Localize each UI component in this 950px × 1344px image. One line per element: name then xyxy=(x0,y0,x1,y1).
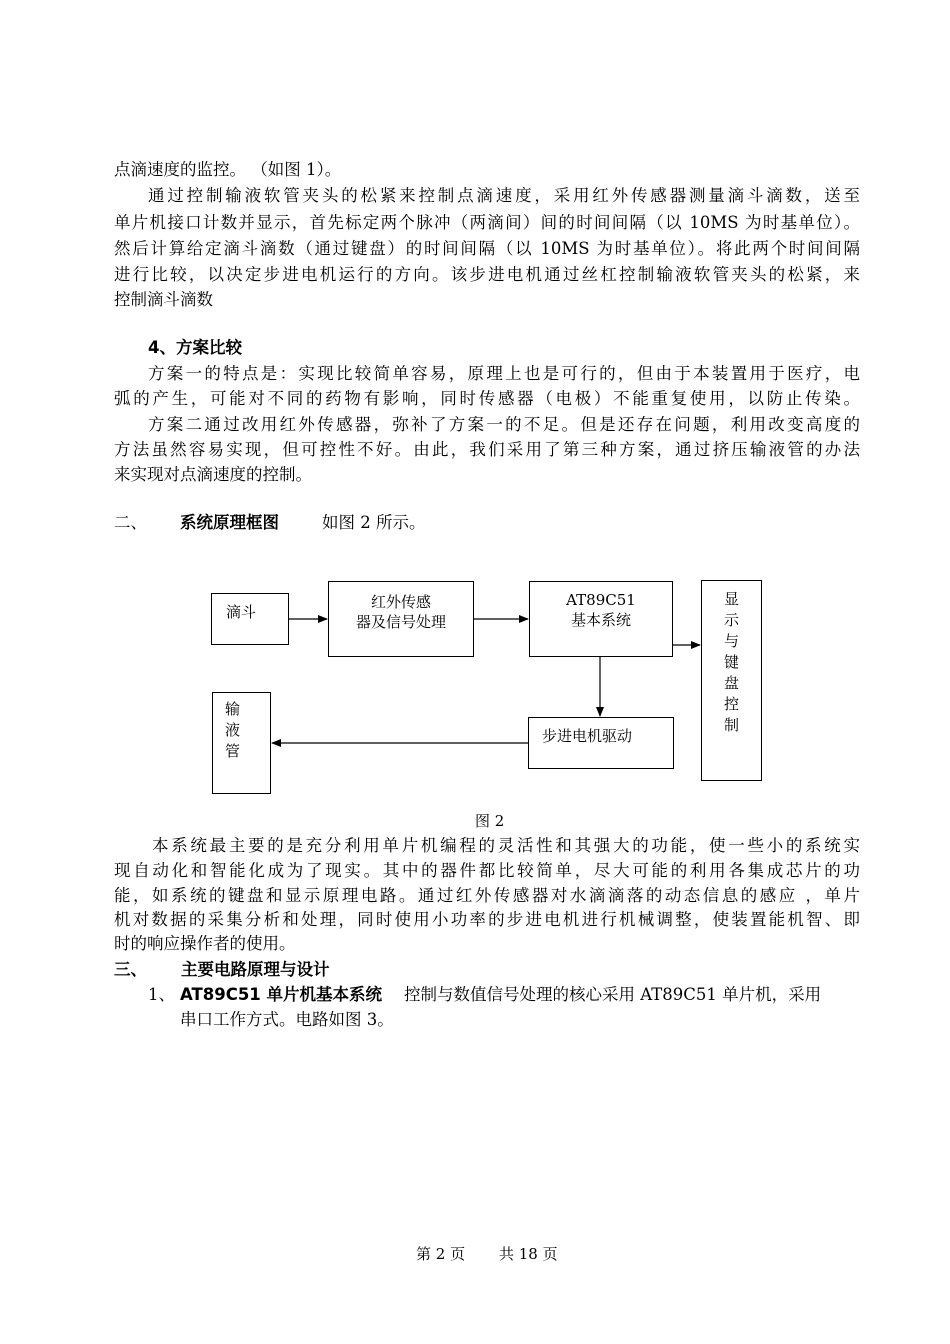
text-line: 时的响应操作者的使用。 xyxy=(114,934,296,953)
text-line: 方案一的特点是：实现比较简单容易，原理上也是可行的，但由于本装置用于医疗，电 xyxy=(148,364,860,383)
text-line: 然后计算给定滴斗滴数（通过键盘）的时间间隔（以 10MS 为时基单位）。将此两个时间间隔 xyxy=(114,239,860,258)
box-stepper-driver xyxy=(528,717,674,769)
box-label: 示 xyxy=(723,611,739,629)
text-line: 弧的产生，可能对不同的药物有影响，同时传感器（电极）不能重复使用，以防止传染。 xyxy=(114,389,860,408)
text-line: 通过控制输液软管夹头的松紧来控制点滴速度，采用红外传感器测量滴斗滴数，送至 xyxy=(148,186,860,205)
item-title: AT89C51 单片机基本系统 xyxy=(180,985,383,1004)
box-label: 基本系统 xyxy=(570,611,631,629)
box-label: 显 xyxy=(723,590,739,608)
box-label: 盘 xyxy=(723,674,739,692)
box-label: 红外传感 xyxy=(370,593,431,611)
box-label: 输 xyxy=(225,700,241,718)
text-line: 本系统最主要的是充分利用单片机编程的灵活性和其强大的功能，使一些小的系统实 xyxy=(152,836,860,855)
text-line: 能，如系统的键盘和显示原理电路。通过红外传感器对水滴滴落的动态信息的感应 ，单片 xyxy=(114,886,860,905)
box-label: 滴斗 xyxy=(226,603,257,621)
text-line: 机对数据的采集分析和处理，同时使用小功率的步进电机进行机械调整，使装置能机智、即 xyxy=(114,910,860,929)
text-line: 单片机接口计数并显示，首先标定两个脉冲（两滴间）间的时间间隔（以 10MS 为时基单位）。 xyxy=(114,213,860,232)
text-line: 进行比较，以决定步进电机运行的方向。该步进电机通过丝杠控制输液软管夹头的松紧，来 xyxy=(114,265,860,284)
section-heading: 4、方案比较 xyxy=(148,338,242,357)
section-heading: 主要电路原理与设计 xyxy=(181,960,330,979)
box-label: 管 xyxy=(225,742,241,760)
text-line: 方法虽然容易实现，但可控性不好。由此，我们采用了第三种方案，通过挤压输液管的办法 xyxy=(114,440,860,459)
item-number: 1、 xyxy=(148,985,175,1004)
box-ir-sensor xyxy=(328,581,474,657)
box-label: AT89C51 xyxy=(566,591,636,609)
text-line: 现自动化和智能化成为了现实。其中的器件都比较简单，尽大可能的利用各集成芯片的功 xyxy=(114,861,860,880)
box-label: 键 xyxy=(723,653,739,671)
box-label: 液 xyxy=(225,721,241,739)
page-total: 共 18 页 xyxy=(499,1245,558,1263)
section-number: 三、 xyxy=(114,960,147,979)
box-label: 与 xyxy=(723,632,739,650)
text-line: 串口工作方式。电路如图 3。 xyxy=(180,1010,394,1029)
box-label: 制 xyxy=(723,716,739,734)
box-label: 步进电机驱动 xyxy=(542,727,633,745)
page-number: 第 2 页 xyxy=(416,1245,466,1263)
text-line: 控制滴斗滴数 xyxy=(114,290,213,309)
box-infusion-tube xyxy=(212,692,271,794)
box-display-keyboard xyxy=(701,580,762,781)
section-note: 如图 2 所示。 xyxy=(322,513,426,532)
box-label: 控 xyxy=(723,695,739,713)
text-line: 控制与数值信号处理的核心采用 AT89C51 单片机，采用 xyxy=(404,985,822,1004)
text-line: 点滴速度的监控。 （如图 1）。 xyxy=(114,160,342,179)
box-dripper xyxy=(211,593,289,645)
box-mcu xyxy=(529,581,673,657)
text-line: 方案二通过改用红外传感器，弥补了方案一的不足。但是还存在问题，利用改变高度的 xyxy=(148,415,860,434)
section-number: 二、 xyxy=(114,513,147,532)
figure-caption: 图 2 xyxy=(475,812,505,830)
text-line: 来实现对点滴速度的控制。 xyxy=(114,465,312,484)
section-heading: 系统原理框图 xyxy=(180,513,279,532)
box-label: 器及信号处理 xyxy=(355,613,446,631)
